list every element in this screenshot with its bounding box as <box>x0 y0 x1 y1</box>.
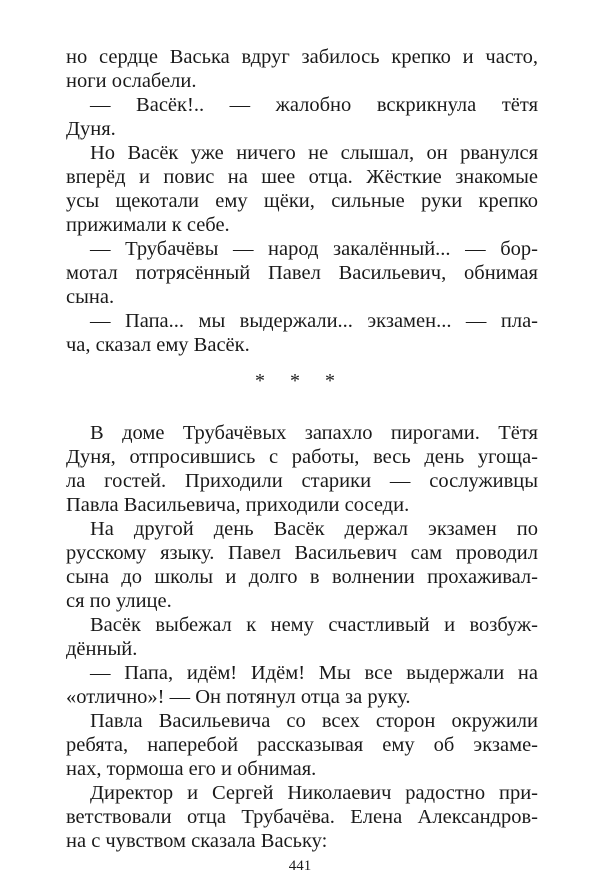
text-line: но сердце Васька вдруг забилось крепко и часто, <box>66 46 538 68</box>
text-line: — Папа... мы выдержали... экзамен... — пла- <box>90 310 538 332</box>
text-line: — Трубачёвы — народ закалённый... — бор- <box>90 238 538 260</box>
text-line: нах, тормоша его и обнимая. <box>66 758 317 780</box>
text-line: русскому языку. Павел Васильевич сам проводил <box>66 542 538 564</box>
text-line: ла гостей. Приходили старики — сослуживцы <box>66 470 538 492</box>
page-number: 441 <box>288 858 312 874</box>
text-line: ветствовали отца Трубачёва. Елена Александров- <box>66 806 538 828</box>
text-line: сына до школы и долго в волнении прохаживал- <box>66 566 538 588</box>
text-line: ча, сказал ему Васёк. <box>66 334 250 356</box>
text-line: усы щекотали ему щёки, сильные руки крепко <box>66 190 538 212</box>
text-line: Васёк выбежал к нему счастливый и возбуж- <box>90 614 538 636</box>
text-line: прижимали к себе. <box>66 214 230 236</box>
text-line: вперёд и повис на шее отца. Жёсткие знакомые <box>66 166 538 188</box>
text-line: ребята, наперебой рассказывая ему об экзаме- <box>66 734 538 756</box>
text-line: Павла Васильевича со всех сторон окружили <box>90 710 538 732</box>
text-line: — Васёк!.. — жалобно вскрикнула тётя <box>90 94 538 116</box>
text-line: ся по улице. <box>66 590 172 612</box>
text-line: Павла Васильевича, приходили соседи. <box>66 494 410 516</box>
text-line: мотал потрясённый Павел Васильевич, обнимая <box>66 262 538 284</box>
text-line: Дуня. <box>66 118 116 140</box>
text-line: дённый. <box>66 638 138 660</box>
text-line: Но Васёк уже ничего не слышал, он рванулся <box>90 142 538 164</box>
text-line: ноги ослабели. <box>66 70 197 92</box>
text-line: сына. <box>66 286 115 308</box>
text-line: «отлично»! — Он потянул отца за руку. <box>66 686 411 708</box>
section-separator: * * * <box>255 370 345 392</box>
text-line: На другой день Васёк держал экзамен по <box>90 518 538 540</box>
text-line: Дуня, отпросившись с работы, весь день угоща- <box>66 446 538 468</box>
text-line: — Папа, идём! Идём! Мы все выдержали на <box>90 662 538 684</box>
text-line: на с чувством сказала Ваську: <box>66 830 328 852</box>
text-line: Директор и Сергей Николаевич радостно при- <box>90 782 538 804</box>
text-line: В доме Трубачёвых запахло пирогами. Тётя <box>90 422 538 444</box>
